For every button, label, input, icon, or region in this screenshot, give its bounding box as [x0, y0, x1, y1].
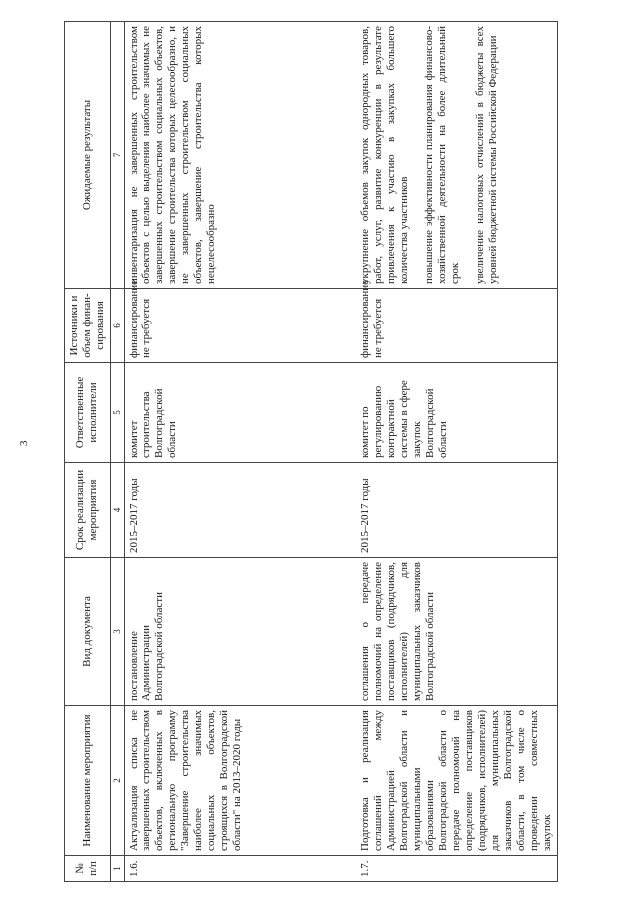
document-type: постановление Администрации Волгоградской области: [124, 558, 356, 706]
measure-name: Подготовка и реализация соглашений между Администрацией Волгоградской области и муниципальными образованиями Волгоградской области о передаче полномочий на определение поставщиков (подрядчиков, исполнителей) для муниципальных заказчиков Волгоградской области, в том числе о проведении совместных закупок: [356, 706, 557, 856]
expected-results: [356, 22, 557, 289]
header-cell: Ожидаемые результаты: [65, 22, 111, 289]
header-cell: Источники и объем финан-сирования: [65, 289, 111, 363]
row-number: 1.6.: [124, 856, 356, 882]
document-sheet: [64, 22, 616, 882]
column-number: 1: [110, 856, 124, 882]
header-cell: Вид документа: [65, 558, 111, 706]
header-cell: Наименование мероприятия: [65, 706, 111, 856]
result-item: инвентаризация не завершенных строительством объектов с целью выделения наиболее значимых не завершенных строительством социальных объектов, завершение строительства которых целесообразно, и не завершенных строительством социальных объектов, завершение строительства которых нецелесообразно: [127, 26, 218, 284]
measure-name: Актуализация списка не завершенных строительством объектов, включенных в региональную программу "Завершение строительства наиболее значимых социальных объектов, строящихся в Волгоградской области" на 2013–2020 годы: [124, 706, 356, 856]
column-number: 7: [110, 22, 124, 289]
result-item: укрупнение объемов закупок однородных товаров, работ, услуг, развитие конкуренции в результате привлечения к участию в закупках большего количества участников: [359, 26, 410, 284]
column-number: 5: [110, 363, 124, 463]
document-type: соглашения о передаче полномочий на определение поставщиков (подрядчиков, исполнителей) для муниципальных заказчиков Волгоградской области: [356, 558, 557, 706]
header-cell: Ответственные исполнители: [65, 363, 111, 463]
header-cell: Срок реализации мероприятия: [65, 463, 111, 558]
funding-source: финансирование не требуется: [356, 289, 557, 363]
row-number: 1.7.: [356, 856, 557, 882]
table-header-row: [65, 22, 111, 882]
result-item: повышение эффективности планирования финансово-хозяйственной деятельности на более длительный срок: [422, 26, 461, 284]
table-row: [124, 22, 356, 882]
column-number: 2: [110, 706, 124, 856]
column-number: 3: [110, 558, 124, 706]
page-number: 3: [18, 440, 30, 446]
expected-results: [124, 22, 356, 289]
responsible-executors: комитет по регулированию контрактной системы в сфере закупок Волгоградской области: [356, 363, 557, 463]
funding-source: финансирование не требуется: [124, 289, 356, 363]
responsible-executors: комитет строительства Волгоградской области: [124, 363, 356, 463]
result-item: увеличение налоговых отчислений в бюджеты всех уровней бюджетной системы Российской Федерации: [473, 26, 499, 284]
column-number-row: [110, 22, 124, 882]
implementation-period: 2015–2017 годы: [124, 463, 356, 558]
column-number: 6: [110, 289, 124, 363]
measures-table: [64, 21, 558, 882]
header-cell: № п/п: [65, 856, 111, 882]
implementation-period: 2015–2017 годы: [356, 463, 557, 558]
column-number: 4: [110, 463, 124, 558]
table-row: [356, 22, 557, 882]
